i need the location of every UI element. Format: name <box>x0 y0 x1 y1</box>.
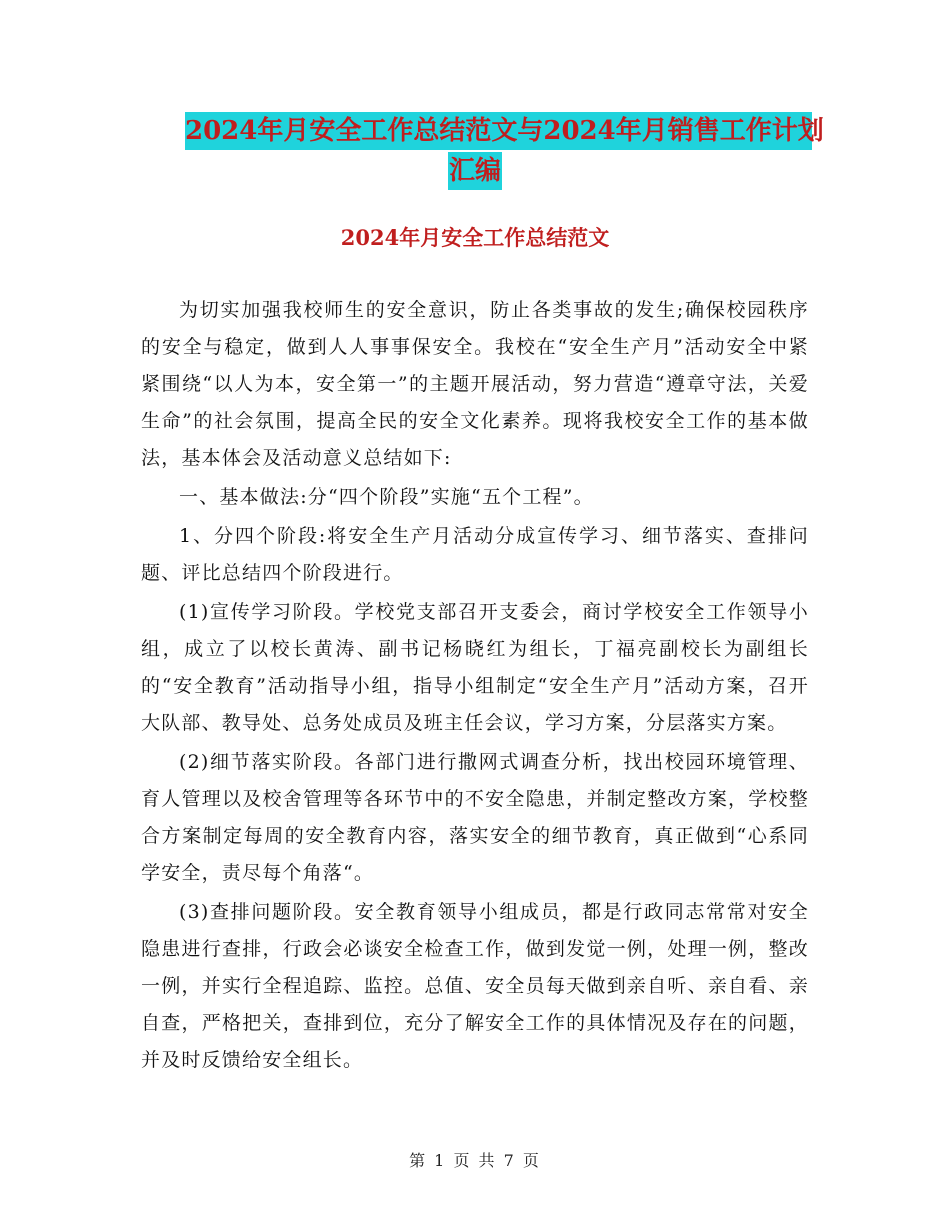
body-paragraph: (3)查排问题阶段。安全教育领导小组成员，都是行政同志常常对安全隐患进行查排，行政会必谈安全检查工作，做到发觉一例，处理一例，整改一例，并实行全程追踪、监控。总值、安全员每天做到亲自听、亲自看、亲自查，严格把关，查排到位，充分了解安全工作的具体情况及存在的问题，并及时反馈给安全组长。 <box>141 901 809 1071</box>
document-body <box>141 292 809 1079</box>
body-paragraph: (2)细节落实阶段。各部门进行撒网式调查分析，找出校园环境管理、育人管理以及校舍管理等各环节中的不安全隐患，并制定整改方案，学校整合方案制定每周的安全教育内容，落实安全的细节教育，真正做到“心系同学安全，责尽每个角落“。 <box>141 751 809 884</box>
body-paragraph: 1、分四个阶段:将安全生产月活动分成宣传学习、细节落实、查排问题、评比总结四个阶段进行。 <box>141 525 809 584</box>
document-title-continued: 汇编 <box>448 152 502 190</box>
document-title: 2024年月安全工作总结范文与2024年月销售工作计划 <box>185 112 812 150</box>
body-paragraph: 为切实加强我校师生的安全意识，防止各类事故的发生;确保校园秩序的安全与稳定，做到人人事事保安全。我校在“安全生产月”活动安全中紧紧围绕“以人为本，安全第一”的主题开展活动，努力营造“遵章守法，关爱生命”的社会氛围，提高全民的安全文化素养。现将我校安全工作的基本做法，基本体会及活动意义总结如下: <box>141 299 809 469</box>
body-paragraph: 一、基本做法:分“四个阶段”实施“五个工程”。 <box>179 486 594 508</box>
body-paragraph: (1)宣传学习阶段。学校党支部召开支委会，商讨学校安全工作领导小组，成立了以校长黄涛、副书记杨晓红为组长，丁福亮副校长为副组长的“安全教育”活动指导小组，指导小组制定“安全生产月”活动方案，召开大队部、教导处、总务处成员及班主任会议，学习方案，分层落实方案。 <box>141 601 809 734</box>
section-heading: 2024年月安全工作总结范文 <box>340 225 610 250</box>
page-number-footer: 第 1 页 共 7 页 <box>409 1151 541 1170</box>
